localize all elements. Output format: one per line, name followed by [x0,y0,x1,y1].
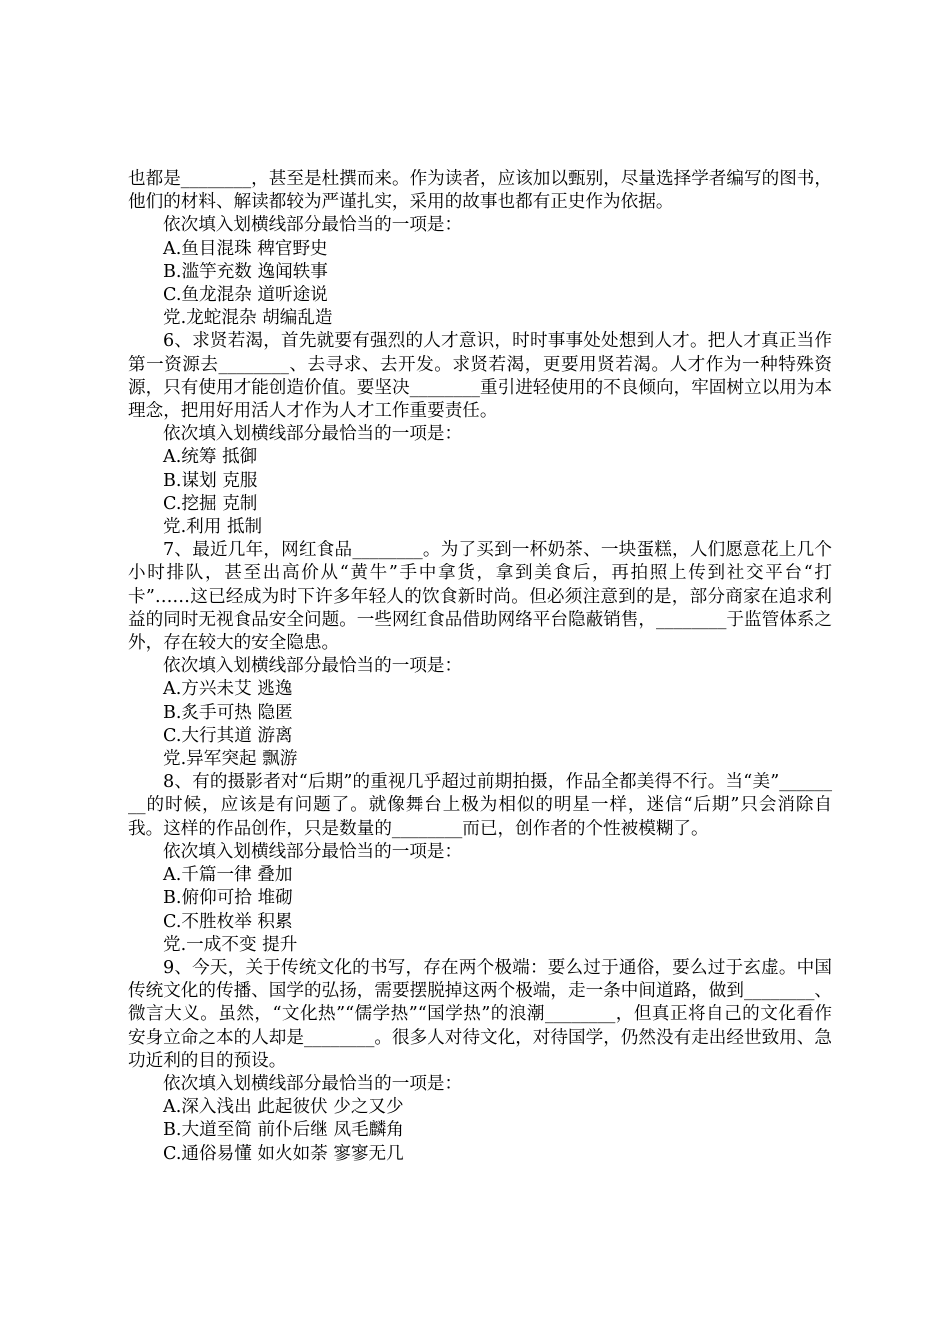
question-7-option-c: C.大行其道 游离 [163,725,293,746]
question-9 [128,957,832,1166]
intro-option-d: 党.龙蛇混杂 胡编乱造 [163,308,333,329]
question-7-option-d: 党.异军突起 飘游 [163,749,298,770]
question-7-text: 7、最近几年，网红食品________。为了买到一杯奶茶、一块蛋糕，人们愿意花上几个小时排队，甚至出高价从“黄牛”手中拿货，拿到美食后，再拍照上传到社交平台“打卡”……这已经成为时下许多年轻人的饮食新时尚。但必须注意到的是，部分商家在追求利益的同时无视食品安全问题。一些网红食品借助网络平台隐蔽销售，________于监管体系之外，存在较大的安全隐患。 [128,540,832,654]
question-9-option-c: C.通俗易懂 如火如荼 寥寥无几 [163,1143,404,1164]
question-9-option-a: A.深入浅出 此起彼伏 少之又少 [163,1097,404,1118]
question-7 [128,539,832,771]
question-8-option-c: C.不胜枚举 积累 [163,911,293,932]
question-6-text: 6、求贤若渴，首先就要有强烈的人才意识，时时事事处处想到人才。把人才真正当作第一资源去________、去寻求、去开发。求贤若渴，更要用贤若渴。人才作为一种特殊资源，只有使用才能创造价值。要坚决________重引进轻使用的不良倾向，牢固树立以用为本理念，把用好用活人才作为人才工作重要责任。 [128,331,832,422]
intro-paragraph: 也都是________，甚至是杜撰而来。作为读者，应该加以甄别，尽量选择学者编写的图书，他们的材料、解读都较为严谨扎实，采用的故事也都有正史作为依据。 [128,169,832,213]
question-8 [128,771,832,957]
question-9-text: 9、今天，关于传统文化的书写，存在两个极端：要么过于通俗，要么过于玄虚。中国传统文化的传播、国学的弘扬，需要摆脱掉这两个极端，走一条中间道路，做到________、微言大义。虽然，“文化热”“儒学热”“国学热”的浪潮________，但真正将自己的文化看作安身立命之本的人却是________。很多人对待文化，对待国学，仍然没有走出经世致用、急功近利的目的预设。 [128,957,832,1071]
intro-option-b: B.滥竽充数 逸闻轶事 [163,261,328,282]
intro-prompt: 依次填入划横线部分最恰当的一项是： [163,215,463,236]
question-7-option-a: A.方兴未艾 逃逸 [163,679,293,700]
intro-option-a: A.鱼目混珠 稗官野史 [163,238,328,259]
question-6-option-a: A.统筹 抵御 [163,447,258,468]
question-8-option-a: A.千篇一律 叠加 [163,865,293,886]
question-6 [128,330,832,539]
question-8-option-d: 党.一成不变 提升 [163,934,298,955]
question-8-option-b: B.俯仰可拾 堆砌 [163,888,293,909]
question-9-prompt: 依次填入划横线部分最恰当的一项是： [163,1073,463,1094]
question-6-option-d: 党.利用 抵制 [163,517,263,538]
question-8-text: 8、有的摄影者对“后期”的重视几乎超过前期拍摄，作品全都美得不行。当“美”________的时候，应该是有问题了。就像舞台上极为相似的明星一样，迷信“后期”只会消除自我。这样的作品创作，只是数量的________而已，创作者的个性被模糊了。 [128,772,832,839]
question-7-prompt: 依次填入划横线部分最恰当的一项是： [163,656,463,677]
question-9-option-b: B.大道至简 前仆后继 凤毛麟角 [163,1120,404,1141]
question-6-option-b: B.谋划 克服 [163,470,258,491]
intro-option-c: C.鱼龙混杂 道听途说 [163,285,328,306]
document-page [128,168,832,1166]
question-6-option-c: C.挖掘 克制 [163,493,258,514]
question-7-option-b: B.炙手可热 隐匿 [163,702,293,723]
question-8-prompt: 依次填入划横线部分最恰当的一项是： [163,841,463,862]
intro-block [128,168,832,330]
question-6-prompt: 依次填入划横线部分最恰当的一项是： [163,424,463,445]
